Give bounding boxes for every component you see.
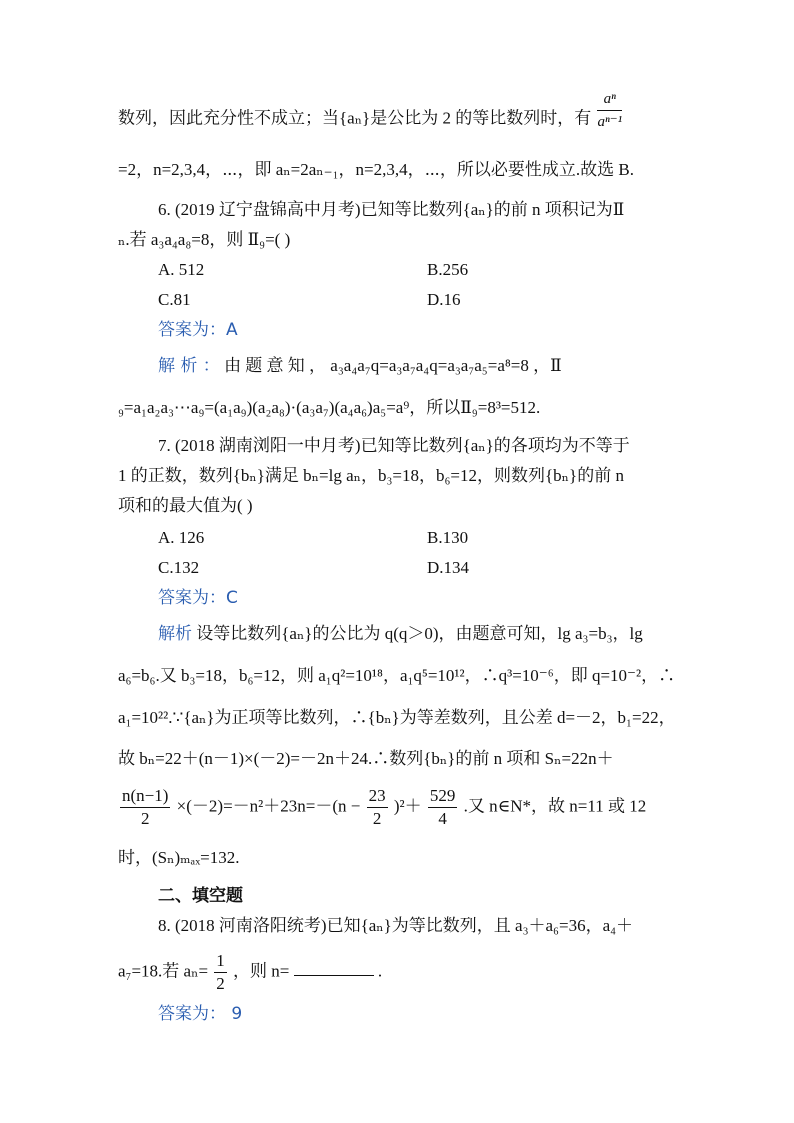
- text-line: =2，n=2,3,4，⋯，即 aₙ=2aₙ₋₁，n=2,3,4，⋯，所以必要性成立.故选 B.: [118, 160, 634, 179]
- fraction-numerator: 529: [428, 785, 458, 808]
- fraction-denominator: 4: [438, 809, 447, 828]
- fraction-denominator: 2: [140, 809, 150, 828]
- fraction-numerator: n(n−1): [120, 785, 170, 808]
- solution-line: 时，(Sₙ)ₘₐₓ=132.: [118, 848, 240, 867]
- solution-label: 解 析 ：: [158, 356, 220, 376]
- section-title: 二、填空题: [158, 886, 243, 906]
- option-b: B.256: [427, 260, 469, 279]
- fraction: [597, 88, 622, 133]
- solution-line: 故 bₙ=22＋(n－1)×(－2)=－2n＋24.∴数列{bₙ}的前 n 项和 Sₙ=22n＋: [118, 749, 614, 768]
- question-7-stem: 7. (2018 湖南浏阳一中月考)已知等比数列{aₙ}的各项均为不等于: [158, 436, 630, 455]
- fraction: [214, 950, 227, 995]
- solution-line: [158, 622, 643, 646]
- fraction: [120, 785, 170, 830]
- question-7-stem-cont: 项和的最大值为( ): [118, 496, 253, 515]
- option-c: C.132: [158, 558, 200, 577]
- answer-label: 答案为：C: [158, 588, 238, 608]
- fraction-denominator: 2: [216, 974, 225, 993]
- text-span: )²＋: [393, 796, 422, 816]
- option-a: A. 512: [158, 260, 205, 279]
- question-8-stem-cont: [118, 950, 382, 995]
- fraction-numerator: 23: [367, 785, 388, 808]
- text-span: ，则 n=: [233, 961, 290, 981]
- solution-line: [118, 785, 646, 830]
- text-span: ×(－2)=－n²＋23n=－(n −: [176, 796, 361, 816]
- question-6-stem-cont: ₙ.若 a₃a₄a₈=8，则 Ⅱ₉=( ): [118, 230, 291, 249]
- answer-label: 答案为：A: [158, 320, 238, 340]
- question-6-stem: 6. (2019 辽宁盘锦高中月考)已知等比数列{aₙ}的前 n 项积记为Ⅱ: [158, 200, 625, 219]
- option-d: D.134: [427, 558, 470, 577]
- fraction: [367, 785, 388, 830]
- text-span: .又 n∈N*，故 n=11 或 12: [463, 796, 647, 816]
- option-d: D.16: [427, 290, 461, 309]
- fraction-numerator: aⁿ: [597, 88, 622, 111]
- fraction-denominator: 2: [372, 809, 382, 828]
- answer-label: 答案为： 9: [158, 1004, 243, 1024]
- solution-label: 解析: [158, 624, 192, 644]
- solution-line: [158, 354, 562, 378]
- fraction-numerator: 1: [214, 950, 227, 973]
- option-c: C.81: [158, 290, 191, 309]
- option-a: A. 126: [158, 528, 205, 547]
- fraction-denominator: aⁿ⁻¹: [597, 114, 623, 130]
- answer-blank: [294, 957, 374, 976]
- fraction: [428, 785, 458, 830]
- solution-line: ₉=a₁a₂a₃⋯a₉=(a₁a₉)(a₂a₈)·(a₃a₇)(a₄a₆)a₅=a⁹，所以Ⅱ₉=8³=512.: [118, 398, 541, 417]
- question-7-stem-cont: 1 的正数，数列{bₙ}满足 bₙ=lg aₙ，b₃=18，b₆=12，则数列{bₙ}的前 n: [118, 466, 624, 485]
- text-span: 由 题 意 知 ， a₃a₄a₇q=a₃a₇a₄q=a₃a₇a₅=a⁸=8 ，Ⅱ: [224, 356, 562, 375]
- option-b: B.130: [427, 528, 469, 547]
- solution-line: a₆=b₆.又 b₃=18，b₆=12，则 a₁q²=10¹⁸，a₁q⁵=10¹²，∴q³=10⁻⁶，即 q=10⁻²，∴: [118, 666, 676, 685]
- text-span: .: [377, 961, 383, 981]
- text-line: [118, 91, 624, 133]
- solution-line: a₁=10²².∵{aₙ}为正项等比数列，∴{bₙ}为等差数列，且公差 d=－2，b₁=22，: [118, 708, 676, 727]
- text-span: 设等比数列{aₙ}的公比为 q(q＞0)，由题意可知，lg a₃=b₃，lg: [196, 624, 643, 643]
- text-span: a₇=18.若 aₙ=: [118, 961, 209, 981]
- text-span: 数列，因此充分性不成立；当{aₙ}是公比为 2 的等比数列时，有: [118, 108, 592, 128]
- question-8-stem: 8. (2018 河南洛阳统考)已知{aₙ}为等比数列，且 a₃＋a₆=36，a₄＋: [158, 916, 634, 935]
